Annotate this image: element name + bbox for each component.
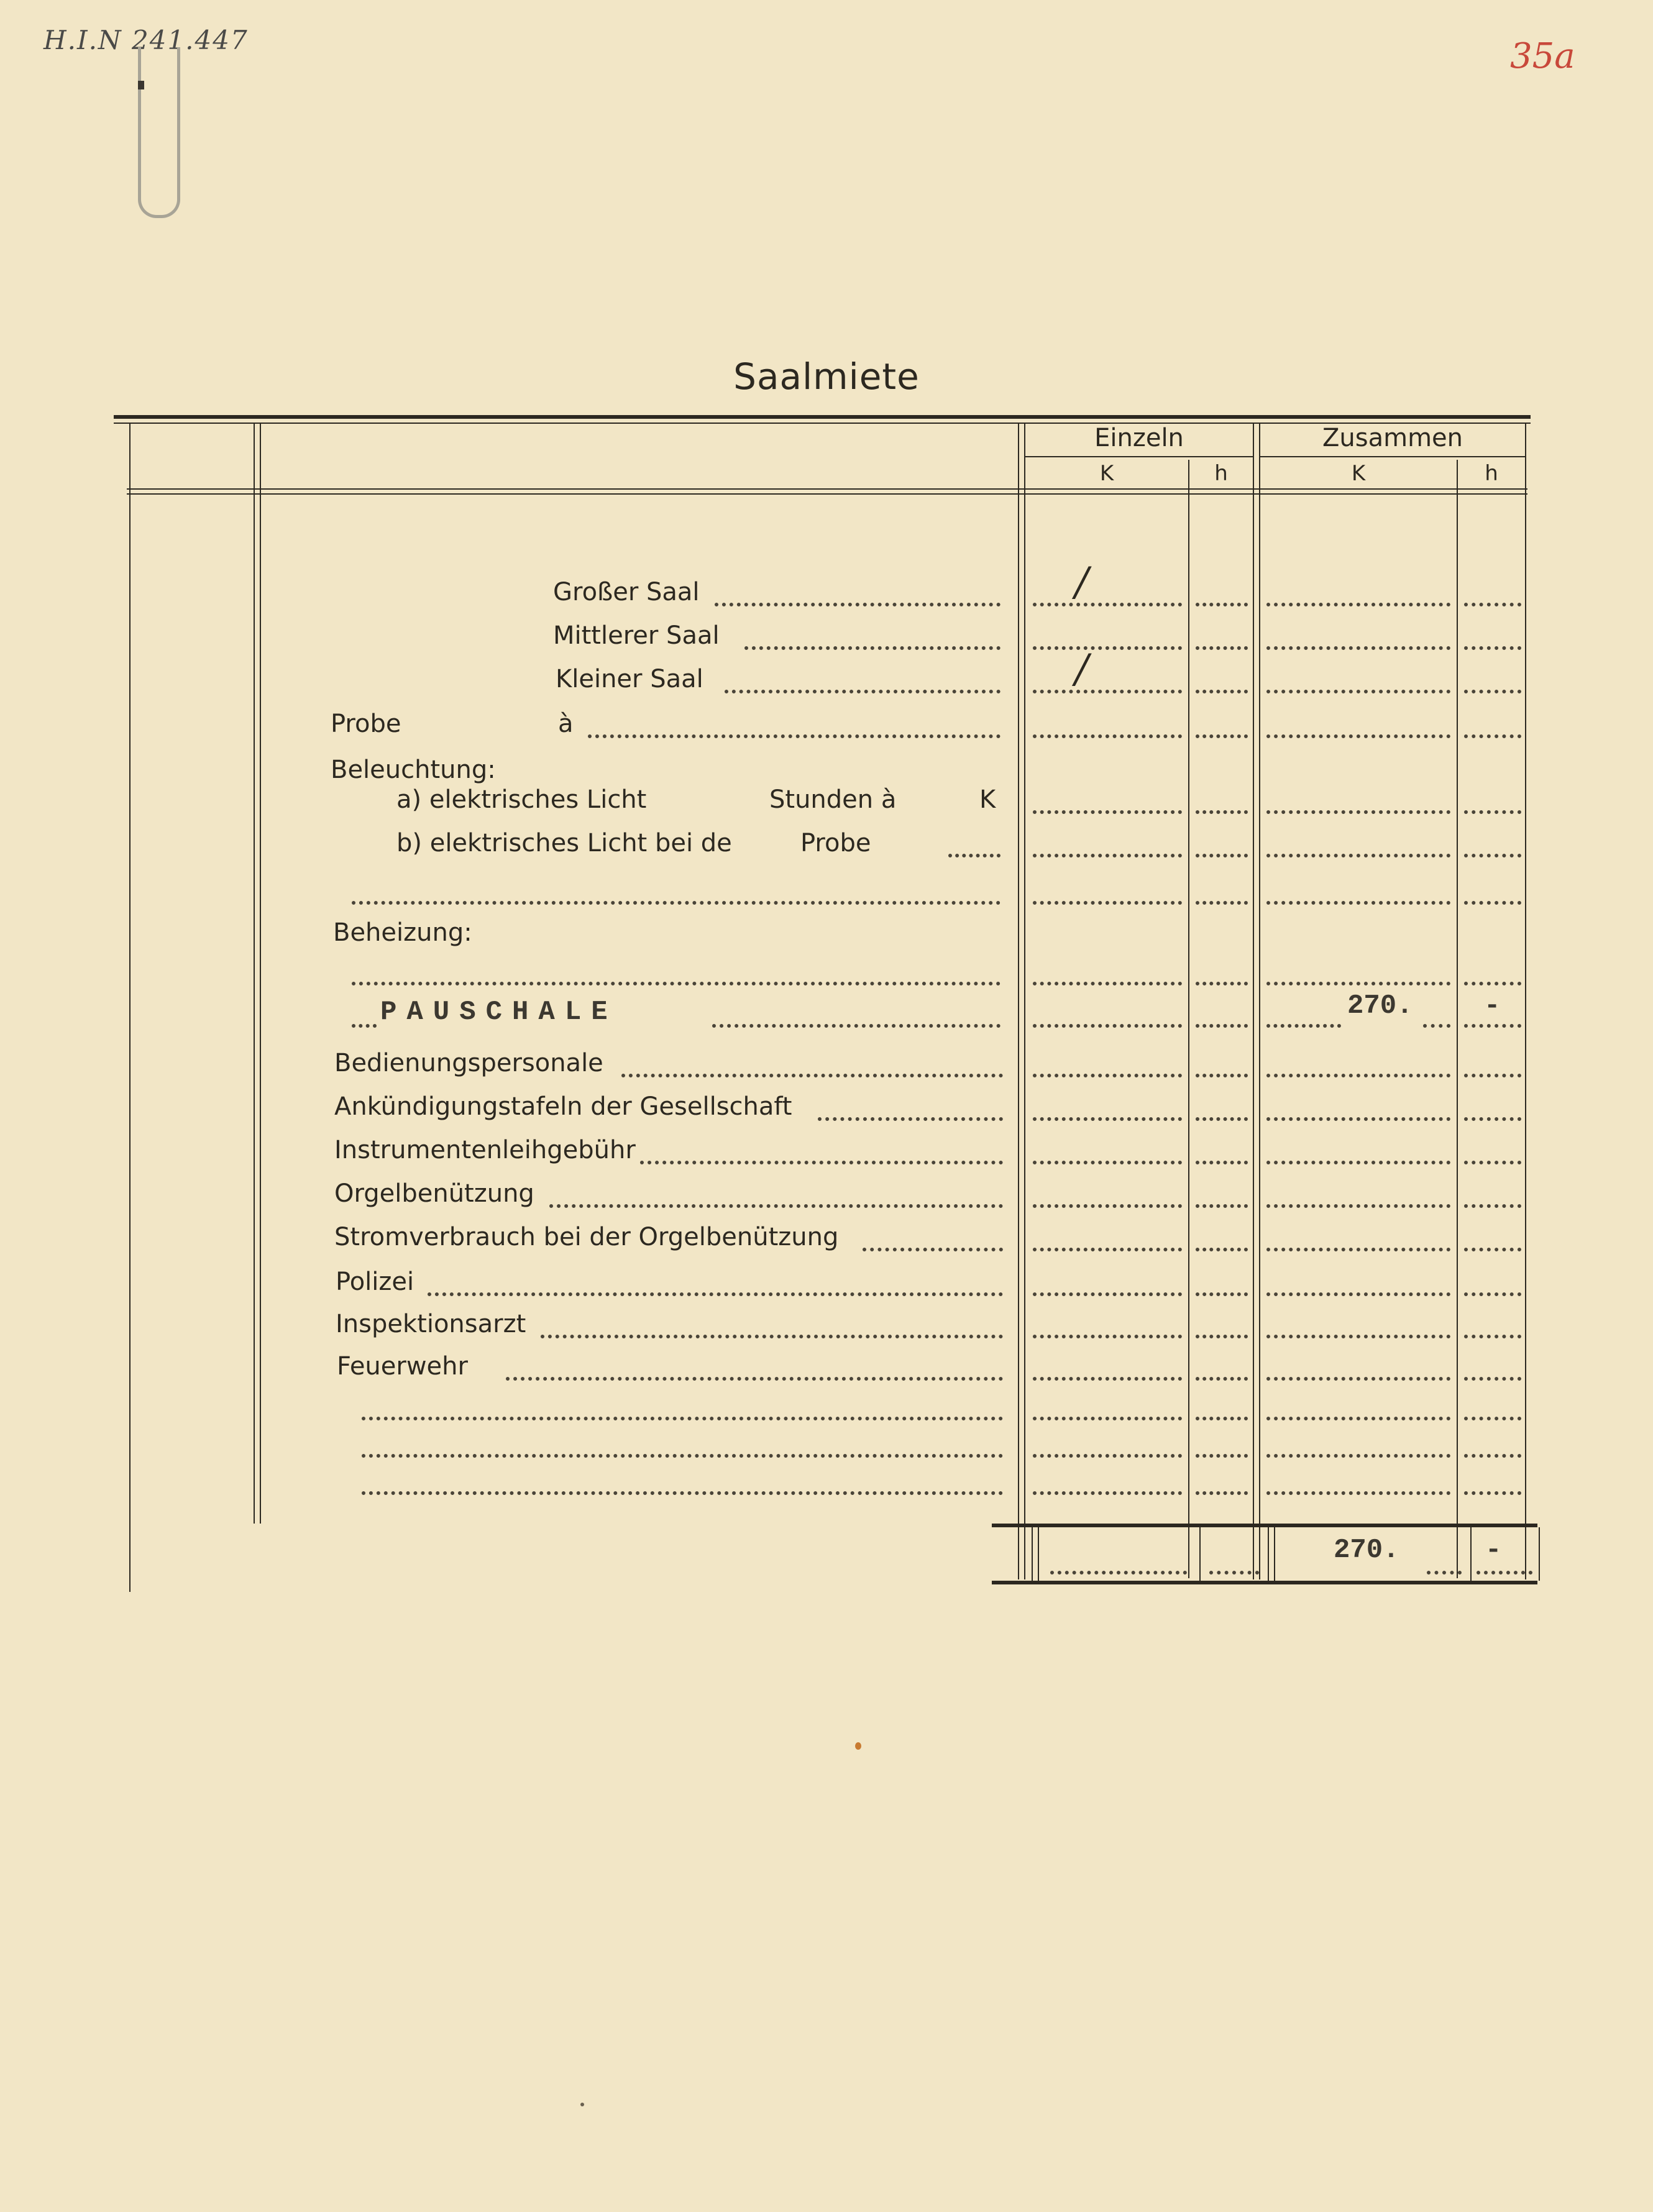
row-feuerwehr: Feuerwehr bbox=[337, 1352, 468, 1381]
table-line-right bbox=[1525, 424, 1526, 1579]
amount-leader bbox=[1266, 829, 1450, 857]
amount-leader bbox=[1196, 710, 1248, 738]
row-grosser-saal: Großer Saal bbox=[553, 578, 700, 606]
amount-leader bbox=[1464, 1179, 1521, 1208]
amount-leader bbox=[1196, 621, 1248, 650]
total-line-6 bbox=[1470, 1527, 1472, 1581]
amount-leader bbox=[1266, 1466, 1450, 1495]
amount-leader bbox=[1196, 829, 1248, 857]
zusammen-line-left-2 bbox=[1259, 424, 1260, 1579]
amount-leader bbox=[1464, 578, 1521, 606]
amount-leader bbox=[1266, 1392, 1450, 1420]
amount-leader bbox=[1033, 1429, 1182, 1458]
total-line-7 bbox=[1539, 1527, 1540, 1581]
leader bbox=[352, 957, 1000, 985]
amount-leader bbox=[1033, 785, 1182, 814]
amount-leader bbox=[1196, 665, 1248, 693]
paper-spot bbox=[855, 1742, 861, 1750]
amount-leader bbox=[1464, 829, 1521, 857]
amount-leader bbox=[1266, 1223, 1450, 1251]
margin-line-2 bbox=[260, 424, 261, 1524]
amount-leader bbox=[1033, 999, 1182, 1028]
pauschale-h-amount: - bbox=[1484, 990, 1501, 1021]
total-top-rule bbox=[992, 1524, 1537, 1527]
kleiner-saal-mark: / bbox=[1075, 646, 1089, 692]
row-instrumenten: Instrumentenleihgebühr bbox=[334, 1136, 636, 1164]
header-zusammen-h: h bbox=[1485, 461, 1498, 486]
amount-leader bbox=[1464, 1310, 1521, 1338]
leader bbox=[863, 1223, 1003, 1251]
leader bbox=[712, 999, 1000, 1028]
amount-leader bbox=[1033, 1310, 1182, 1338]
row-bedienung: Bedienungspersonale bbox=[334, 1049, 603, 1077]
leader bbox=[506, 1352, 1003, 1381]
header-zusammen: Zusammen bbox=[1322, 424, 1463, 452]
amount-leader bbox=[1196, 1136, 1248, 1164]
header-einzeln: Einzeln bbox=[1094, 424, 1184, 452]
row-licht-b: b) elektrisches Licht bei de bbox=[396, 829, 732, 857]
amount-leader bbox=[1266, 1268, 1450, 1296]
row-strom: Stromverbrauch bei der Orgelbenützung bbox=[334, 1223, 839, 1251]
leader bbox=[640, 1136, 1003, 1164]
paper-spot bbox=[580, 2103, 584, 2106]
amount-leader bbox=[1464, 785, 1521, 814]
amount-leader bbox=[1464, 1392, 1521, 1420]
amount-leader bbox=[1464, 1092, 1521, 1121]
amount-leader bbox=[1196, 1392, 1248, 1420]
header-einzeln-h: h bbox=[1214, 461, 1228, 486]
amount-leader bbox=[1464, 1466, 1521, 1495]
row-orgel: Orgelbenützung bbox=[334, 1179, 534, 1208]
folio-number: 35a bbox=[1510, 36, 1575, 76]
archive-number: H.I.N 241.447 bbox=[44, 25, 249, 55]
leader bbox=[588, 710, 1000, 738]
header-einzeln-k: K bbox=[1099, 461, 1114, 486]
margin-line-1 bbox=[254, 424, 255, 1524]
amount-leader bbox=[1464, 1352, 1521, 1381]
pauschale-k-amount: 270. bbox=[1347, 990, 1413, 1021]
amount-leader bbox=[1033, 1466, 1182, 1495]
leader bbox=[818, 1092, 1003, 1121]
amount-leader bbox=[1033, 621, 1182, 650]
amount-leader bbox=[1464, 1223, 1521, 1251]
amount-leader bbox=[1033, 1092, 1182, 1121]
amount-leader bbox=[1033, 1268, 1182, 1296]
amount-leader bbox=[1464, 1268, 1521, 1296]
clip-mark bbox=[138, 81, 144, 89]
amount-leader bbox=[1266, 1049, 1450, 1077]
amount-leader bbox=[1196, 578, 1248, 606]
amount-leader bbox=[1266, 785, 1450, 814]
leader bbox=[621, 1049, 1003, 1077]
amount-leader bbox=[1266, 999, 1341, 1028]
amount-leader bbox=[1464, 876, 1521, 905]
leader bbox=[948, 829, 1000, 857]
row-pauschale: PAUSCHALE bbox=[380, 997, 618, 1028]
leader bbox=[1209, 1546, 1259, 1574]
amount-leader bbox=[1464, 1136, 1521, 1164]
zusammen-h-line bbox=[1457, 460, 1458, 1578]
amount-leader bbox=[1464, 621, 1521, 650]
amount-leader bbox=[1266, 1352, 1450, 1381]
einzeln-line-left-1 bbox=[1018, 424, 1019, 1579]
amount-leader bbox=[1464, 1049, 1521, 1077]
amount-leader bbox=[1196, 876, 1248, 905]
amount-leader bbox=[1266, 876, 1450, 905]
amount-leader bbox=[1266, 710, 1450, 738]
leader bbox=[541, 1310, 1003, 1338]
leader bbox=[362, 1392, 1003, 1420]
total-h-amount: - bbox=[1485, 1535, 1502, 1566]
row-mittlerer-saal: Mittlerer Saal bbox=[553, 621, 720, 650]
row-ankuendigung: Ankündigungstafeln der Gesellschaft bbox=[334, 1092, 792, 1121]
row-licht-a-unit: K bbox=[979, 785, 996, 814]
amount-leader bbox=[1266, 578, 1450, 606]
total-line-2 bbox=[1038, 1527, 1039, 1581]
leader bbox=[428, 1268, 1003, 1296]
leader bbox=[744, 621, 1000, 650]
leader bbox=[1427, 1546, 1462, 1574]
form-title: Saalmiete bbox=[733, 355, 920, 398]
leader bbox=[715, 578, 1000, 606]
header-mid-rule-zusammen bbox=[1260, 456, 1525, 457]
amount-leader bbox=[1196, 1310, 1248, 1338]
amount-leader bbox=[1196, 1352, 1248, 1381]
amount-leader bbox=[1266, 957, 1450, 985]
amount-leader bbox=[1033, 1049, 1182, 1077]
amount-leader bbox=[1266, 1179, 1450, 1208]
total-bottom-rule bbox=[992, 1581, 1537, 1584]
row-beleuchtung: Beleuchtung: bbox=[331, 756, 496, 784]
leader bbox=[362, 1466, 1003, 1495]
total-line-1 bbox=[1032, 1527, 1033, 1581]
amount-leader bbox=[1423, 999, 1450, 1028]
header-zusammen-k: K bbox=[1351, 461, 1366, 486]
amount-leader bbox=[1196, 1049, 1248, 1077]
amount-leader bbox=[1033, 1136, 1182, 1164]
leader bbox=[352, 876, 1000, 905]
total-line-5 bbox=[1274, 1527, 1275, 1581]
row-polizei: Polizei bbox=[336, 1268, 414, 1296]
row-stunden-a: Stunden à bbox=[769, 785, 897, 814]
amount-leader bbox=[1196, 957, 1248, 985]
row-inspektion: Inspektionsarzt bbox=[336, 1310, 526, 1338]
amount-leader bbox=[1266, 665, 1450, 693]
amount-leader bbox=[1464, 665, 1521, 693]
amount-leader bbox=[1266, 1092, 1450, 1121]
amount-leader bbox=[1033, 957, 1182, 985]
row-licht-a: a) elektrisches Licht bbox=[396, 785, 647, 814]
amount-leader bbox=[1196, 999, 1248, 1028]
amount-leader bbox=[1033, 1352, 1182, 1381]
row-beheizung: Beheizung: bbox=[333, 918, 472, 947]
amount-leader bbox=[1196, 1268, 1248, 1296]
row-kleiner-saal: Kleiner Saal bbox=[556, 665, 703, 693]
total-line-3 bbox=[1199, 1527, 1201, 1581]
einzeln-h-line bbox=[1188, 460, 1189, 1578]
amount-leader bbox=[1464, 1429, 1521, 1458]
header-mid-rule-einzeln bbox=[1025, 456, 1253, 457]
amount-leader bbox=[1033, 665, 1182, 693]
amount-leader bbox=[1196, 785, 1248, 814]
amount-leader bbox=[1196, 1223, 1248, 1251]
einzeln-line-left-2 bbox=[1024, 424, 1025, 1579]
amount-leader bbox=[1033, 876, 1182, 905]
row-licht-b-probe: Probe bbox=[800, 829, 871, 857]
amount-leader bbox=[1464, 710, 1521, 738]
amount-leader bbox=[1033, 829, 1182, 857]
row-probe: Probe bbox=[331, 710, 401, 738]
leader bbox=[1050, 1546, 1187, 1574]
header-rule-1 bbox=[127, 488, 1527, 490]
total-line-4 bbox=[1268, 1527, 1269, 1581]
amount-leader bbox=[1033, 1223, 1182, 1251]
margin-line-left bbox=[129, 424, 130, 1592]
total-k-amount: 270. bbox=[1334, 1535, 1399, 1566]
amount-leader bbox=[1266, 1310, 1450, 1338]
amount-leader bbox=[1196, 1466, 1248, 1495]
leader bbox=[549, 1179, 1003, 1208]
amount-leader bbox=[1033, 1179, 1182, 1208]
amount-leader bbox=[1266, 1429, 1450, 1458]
grosser-saal-mark: / bbox=[1075, 559, 1089, 605]
amount-leader bbox=[1196, 1429, 1248, 1458]
amount-leader bbox=[1266, 1136, 1450, 1164]
header-rule-2 bbox=[127, 493, 1527, 495]
zusammen-line-left-1 bbox=[1253, 424, 1254, 1579]
paperclip-icon bbox=[138, 47, 180, 218]
amount-leader bbox=[1196, 1179, 1248, 1208]
amount-leader bbox=[1033, 578, 1182, 606]
leader bbox=[362, 1429, 1003, 1458]
amount-leader bbox=[1033, 1392, 1182, 1420]
amount-leader bbox=[1464, 957, 1521, 985]
amount-leader bbox=[1196, 1092, 1248, 1121]
row-probe-a: à bbox=[558, 710, 574, 738]
leader bbox=[352, 999, 377, 1028]
leader bbox=[725, 665, 1000, 693]
top-rule bbox=[114, 415, 1531, 419]
amount-leader bbox=[1266, 621, 1450, 650]
amount-leader bbox=[1033, 710, 1182, 738]
